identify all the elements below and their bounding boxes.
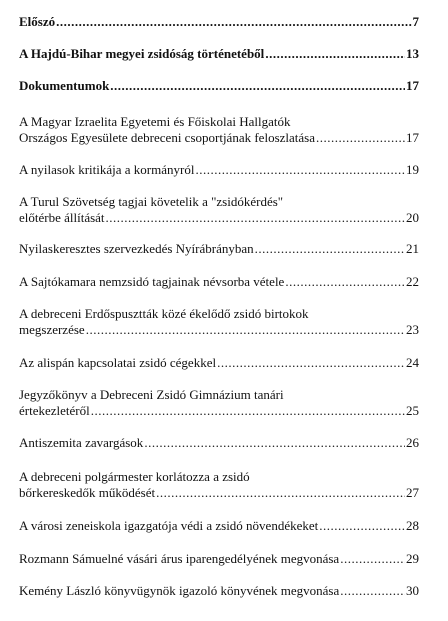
dot-leader — [316, 130, 405, 146]
toc-entry-line — [19, 518, 419, 534]
dot-leader — [340, 583, 405, 599]
toc-entry-line — [19, 46, 419, 62]
toc-entry-title-line: A Turul Szövetség tagjai követelik a "zsidókérdés" — [19, 194, 284, 209]
toc-entry-line — [19, 355, 419, 371]
toc-entry — [19, 435, 419, 451]
toc-entry-line — [19, 403, 419, 419]
toc-entry-title-line: Jegyzőkönyv a Debreceni Zsidó Gimnázium tanári — [19, 387, 284, 402]
toc-entry-title: Rozmann Sámuelné vásári árus iparengedélyének megvonása — [19, 551, 340, 566]
toc-entry-line — [19, 435, 419, 451]
toc-entry-title: Országos Egyesülete debreceni csoportjának feloszlatása — [19, 130, 315, 145]
toc-entry-title: előtérbe állítását — [19, 210, 105, 225]
toc-entry-title: A Hajdú-Bihar megyei zsidóság történetéből — [19, 46, 265, 61]
dot-leader — [156, 485, 405, 501]
toc-entry-line — [19, 274, 419, 290]
toc-entry — [19, 518, 419, 534]
toc-entry-title: bőrkereskedők működését — [19, 485, 156, 500]
toc-entry-line — [19, 322, 419, 338]
toc-entry-line — [19, 485, 419, 501]
toc-entry-page: 30 — [406, 583, 419, 598]
toc-entry-page: 21 — [406, 241, 419, 256]
dot-leader — [319, 518, 405, 534]
toc-entry-title: A Sajtókamara nemzsidó tagjainak névsorba vétele — [19, 274, 285, 289]
toc-entry — [19, 162, 419, 178]
toc-entry-title: megszerzése — [19, 322, 85, 337]
dot-leader — [265, 46, 405, 62]
toc-entry-title: A nyilasok kritikája a kormányról — [19, 162, 195, 177]
dot-leader — [195, 162, 405, 178]
toc-entry-title-line: A Magyar Izraelita Egyetemi és Főiskolai Hallgatók — [19, 114, 291, 129]
toc-entry-page: 29 — [406, 551, 419, 566]
toc-entry-title-line: A debreceni polgármester korlátozza a zsidó — [19, 469, 250, 484]
toc-entry-line — [19, 78, 419, 94]
toc-entry — [19, 241, 419, 257]
toc-entry-title: Dokumentumok — [19, 78, 110, 93]
toc-entry — [19, 14, 419, 30]
dot-leader — [144, 435, 405, 451]
toc-entry — [19, 469, 419, 501]
toc-entry-page: 28 — [406, 518, 419, 533]
toc-entry-title: értekezletéről — [19, 403, 90, 418]
toc-entry-page: 26 — [406, 435, 419, 450]
dot-leader — [255, 241, 405, 257]
toc-entry-title: Nyilaskeresztes szervezkedés Nyírábrányban — [19, 241, 254, 256]
toc-entry-title-line: A debreceni Erdőspusztták közé ékelődő zsidó birtokok — [19, 306, 309, 321]
toc-entry-line — [19, 162, 419, 178]
dot-leader — [110, 78, 405, 94]
toc-entry-page: 20 — [406, 210, 419, 225]
toc-entry — [19, 583, 419, 599]
toc-entry-line — [19, 551, 419, 567]
toc-entry-page: 19 — [406, 162, 419, 177]
dot-leader — [91, 403, 405, 419]
toc-entry-title: A városi zeneiskola igazgatója védi a zsidó növendékeket — [19, 518, 319, 533]
dot-leader — [56, 14, 411, 30]
toc-entry-page: 17 — [406, 130, 419, 145]
toc-entry-title: Az alispán kapcsolatai zsidó cégekkel — [19, 355, 217, 370]
toc-entry-page: 22 — [406, 274, 419, 289]
toc-entry-title: Előszó — [19, 14, 56, 29]
toc-entry-page: 23 — [406, 322, 419, 337]
toc-entry-line — [19, 583, 419, 599]
toc-entry-page: 25 — [406, 403, 419, 418]
toc-entry-line — [19, 130, 419, 146]
toc-entry-title: Antiszemita zavargások — [19, 435, 144, 450]
toc-entry-line — [19, 210, 419, 226]
toc-entry-page: 24 — [406, 355, 419, 370]
toc-entry — [19, 306, 419, 338]
toc-entry — [19, 78, 419, 94]
toc-entry-line — [19, 241, 419, 257]
toc-entry-line — [19, 14, 419, 30]
toc-entry-title: Kemény László könyvügynök igazoló könyvének megvonása — [19, 583, 340, 598]
toc-entry — [19, 114, 419, 146]
toc-entry-page: 17 — [406, 78, 419, 93]
toc-entry — [19, 46, 419, 62]
dot-leader — [285, 274, 405, 290]
toc-entry-page: 7 — [412, 14, 419, 29]
toc-entry — [19, 355, 419, 371]
dot-leader — [340, 551, 405, 567]
toc-entry-page: 13 — [406, 46, 419, 61]
toc-entry-page: 27 — [406, 485, 419, 500]
toc-entry — [19, 387, 419, 419]
dot-leader — [106, 210, 405, 226]
toc-entry — [19, 194, 419, 226]
dot-leader — [86, 322, 405, 338]
toc-entry — [19, 551, 419, 567]
dot-leader — [217, 355, 405, 371]
toc-entry — [19, 274, 419, 290]
